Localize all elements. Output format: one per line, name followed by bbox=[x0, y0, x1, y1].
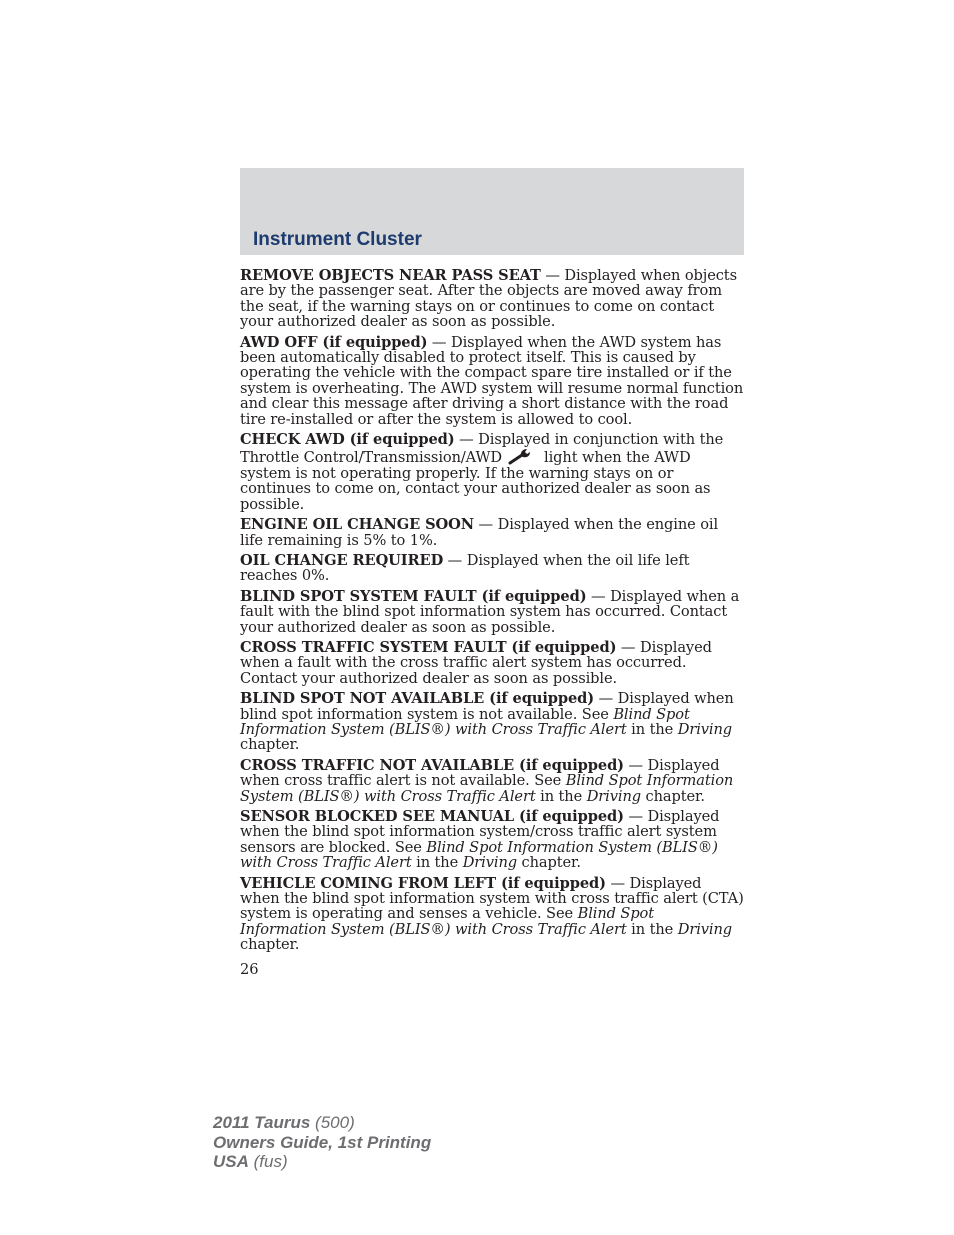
chapter-reference: Driving bbox=[677, 720, 733, 738]
entry-term: CHECK AWD (if equipped) bbox=[240, 431, 455, 449]
entry-text: in the bbox=[411, 854, 463, 872]
cross-reference: Blind Spot Information System (BLIS®) with Cross Traffic Alert bbox=[240, 705, 690, 738]
entry-term: AWD OFF (if equipped) bbox=[240, 333, 428, 351]
entry-term: VEHICLE COMING FROM LEFT (if equipped) bbox=[240, 874, 606, 892]
footer-model: 2011 Taurus bbox=[213, 1113, 311, 1132]
entry-text: in the bbox=[535, 787, 587, 805]
footer-model-code: (500) bbox=[310, 1113, 355, 1132]
entry-text: — Displayed when objects are by the passenger seat. After the objects are moved away from the seat, if the warning stays on or continues to come on contact your authorized dealer as soon as possible. bbox=[240, 267, 737, 331]
entry-text: — Displayed when a fault with the cross traffic alert system has occurred. Contact your authorized dealer as soon as possible. bbox=[240, 638, 712, 687]
entry-blind-spot-not-available bbox=[240, 691, 745, 753]
entry-remove-objects bbox=[240, 268, 745, 330]
section-title: Instrument Cluster bbox=[253, 229, 422, 250]
entry-engine-oil-change-soon bbox=[240, 517, 745, 548]
entry-text: — Displayed when cross traffic alert is not available. See bbox=[240, 756, 720, 790]
wrench-icon bbox=[508, 447, 536, 465]
entry-term: BLIND SPOT SYSTEM FAULT (if equipped) bbox=[240, 587, 587, 605]
entry-term: CROSS TRAFFIC SYSTEM FAULT (if equipped) bbox=[240, 638, 617, 656]
chapter-reference: Driving bbox=[586, 787, 641, 805]
entry-cross-traffic-system-fault bbox=[240, 640, 745, 686]
entry-text: chapter. bbox=[240, 736, 300, 754]
entry-text: — Displayed when the AWD system has been automatically disabled to protect itself. This is caused by operating the vehicle with the compact spare tire installed or if the system is overheating. The AWD system will resume normal function and clear this message after driving a short distance with the road tire re-installed or after the system is allowed to cool. bbox=[240, 333, 744, 428]
entry-text: — Displayed when the blind spot information system with cross traffic alert (CTA) system is operating and senses a vehicle. See bbox=[240, 874, 744, 923]
cross-reference: Blind Spot Information System (BLIS®) with Cross Traffic Alert bbox=[240, 905, 655, 938]
entry-vehicle-coming-from-left bbox=[240, 876, 745, 953]
cross-reference: Blind Spot Information System (BLIS®) with Cross Traffic Alert bbox=[240, 772, 734, 805]
entry-text: chapter. bbox=[641, 787, 705, 805]
entry-text: — Displayed in conjunction with the Throttle Control/Transmission/AWD bbox=[240, 431, 724, 467]
section-header-band bbox=[240, 168, 744, 255]
entry-text: in the bbox=[626, 720, 678, 738]
entry-text: — Displayed when the engine oil life remaining is 5% to 1%. bbox=[240, 516, 719, 549]
footer-line bbox=[213, 1133, 431, 1153]
entry-text: in the bbox=[626, 920, 678, 938]
footer-line bbox=[213, 1113, 431, 1133]
entry-text: chapter. bbox=[240, 936, 300, 954]
chapter-reference: Driving bbox=[677, 920, 733, 938]
entry-text: — Displayed when blind spot information system is not available. See bbox=[240, 690, 734, 723]
entry-text: chapter. bbox=[517, 854, 581, 872]
entry-check-awd bbox=[240, 432, 745, 512]
entry-term: ENGINE OIL CHANGE SOON bbox=[240, 516, 475, 534]
page-number: 26 bbox=[240, 961, 259, 978]
footer-line bbox=[213, 1152, 431, 1172]
chapter-reference: Driving bbox=[462, 854, 517, 872]
footer-market: USA bbox=[213, 1152, 249, 1171]
entry-term: BLIND SPOT NOT AVAILABLE (if equipped) bbox=[240, 690, 595, 708]
entry-cross-traffic-not-available bbox=[240, 758, 745, 804]
entry-term: REMOVE OBJECTS NEAR PASS SEAT bbox=[240, 267, 541, 284]
entry-text: — Displayed when a fault with the blind spot information system has occurred. Contact your authorized dealer as soon as possible. bbox=[240, 587, 740, 636]
footer-edition: Owners Guide, 1st Printing bbox=[213, 1132, 432, 1152]
footer-imprint bbox=[213, 1113, 431, 1172]
entry-term: SENSOR BLOCKED SEE MANUAL (if equipped) bbox=[240, 808, 624, 825]
entry-awd-off bbox=[240, 335, 745, 427]
entry-text: light when the AWD system is not operating properly. If the warning stays on or continues to come on, contact your authorized dealer as soon as possible. bbox=[240, 449, 711, 513]
entry-text: — Displayed when the oil life left reaches 0%. bbox=[240, 551, 690, 585]
entry-blind-spot-system-fault bbox=[240, 589, 745, 635]
entry-sensor-blocked bbox=[240, 809, 745, 871]
entry-text: — Displayed when the blind spot information system/cross traffic alert system sensors are blocked. See bbox=[240, 808, 720, 856]
entry-term: CROSS TRAFFIC NOT AVAILABLE (if equipped) bbox=[240, 756, 624, 774]
footer-market-code: (fus) bbox=[248, 1152, 288, 1171]
page-content bbox=[240, 268, 745, 958]
cross-reference: Blind Spot Information System (BLIS®) with Cross Traffic Alert bbox=[240, 838, 718, 872]
entry-oil-change-required bbox=[240, 553, 745, 584]
entry-term: OIL CHANGE REQUIRED bbox=[240, 551, 444, 569]
